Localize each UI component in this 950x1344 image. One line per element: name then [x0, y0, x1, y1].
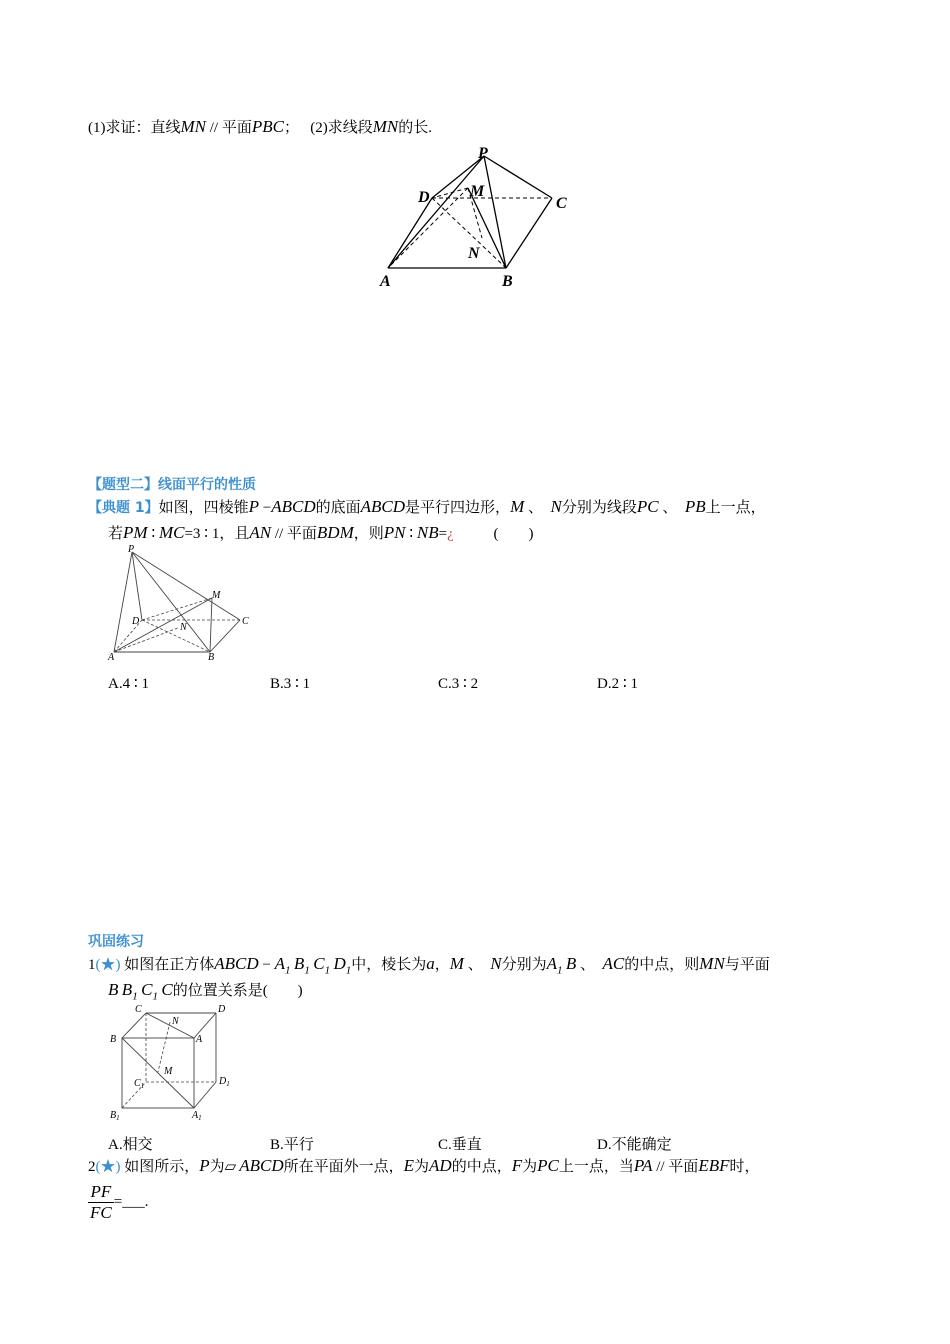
cube-label-d: D — [218, 1004, 226, 1015]
pyramid-figure — [370, 140, 590, 290]
fig2-label-m: M — [212, 590, 221, 601]
practice-2-line-1: 2(★) 如图所示，P为▱ ABCD所在平面外一点，E为AD的中点，F为PC上一点，当PA // 平面EBF时， — [88, 1156, 760, 1175]
pyramid-figure-2 — [104, 544, 264, 664]
label-b: B — [502, 273, 513, 290]
edge-ad — [388, 198, 432, 268]
label-c: C — [556, 195, 567, 212]
label-m: M — [470, 183, 485, 200]
option-b[interactable]: B.3 ∶ 1 — [270, 676, 311, 692]
practice-1-line-2: B $B_1$ $C_1$ C的位置关系是( ) — [108, 980, 303, 1003]
fraction-pf-fc: $\frac{PF}{FC}$ — [90, 1182, 112, 1222]
section-heading-practice: 巩固练习 — [88, 934, 144, 950]
p1-option-c[interactable]: C.垂直 — [438, 1137, 482, 1153]
fig2-label-a: A — [108, 652, 115, 663]
cube-label-c1: $C_1$ — [134, 1078, 145, 1090]
option-a[interactable]: A.4 ∶ 1 — [108, 676, 149, 692]
fig2-label-c: C — [242, 616, 249, 627]
p1-option-a[interactable]: A.相交 — [108, 1137, 153, 1153]
edge-pc — [484, 156, 552, 198]
fig2-label-b: B — [208, 652, 215, 663]
cube-label-a: A — [196, 1034, 203, 1045]
fig2-label-d: D — [132, 616, 140, 627]
cube-label-m: M — [164, 1066, 173, 1077]
edge-pb — [484, 156, 506, 268]
label-p: P — [478, 145, 488, 162]
option-c[interactable]: C.3 ∶ 2 — [438, 676, 479, 692]
cube-label-d1: $D_1$ — [219, 1076, 230, 1088]
cube-label-n: N — [172, 1016, 179, 1027]
practice-1-line-1: 1(★) 如图在正方体ABCD − $A_1$ $B_1$ $C_1$ $D_1$中，棱长为a，M 、 N分别为$A_1$ B 、 AC的中点，则MN与平面 — [88, 954, 770, 977]
cube-label-c: C — [135, 1004, 142, 1015]
example-line-2: 若PM ∶ MC=3 ∶ 1，且AN // 平面BDM，则PN ∶ NB=¿ ( ) — [108, 523, 534, 542]
example-tag: 【典题 1】 — [88, 500, 159, 516]
edge-bc — [506, 198, 552, 268]
cube-label-b: B — [110, 1034, 117, 1045]
p1-option-b[interactable]: B.平行 — [270, 1137, 314, 1153]
practice-2-line-2 — [88, 1182, 148, 1223]
fig2-label-p: P — [128, 544, 135, 555]
answer-blank[interactable]: =___. — [113, 1194, 149, 1210]
label-a: A — [380, 273, 391, 290]
label-d: D — [418, 189, 430, 206]
label-n: N — [468, 245, 480, 262]
example-line-1: 【典题 1】如图，四棱锥P −ABCD的底面ABCD是平行四边形，M 、 N分别为线段PC 、 PB上一点， — [88, 497, 766, 516]
option-d[interactable]: D.2 ∶ 1 — [597, 676, 638, 692]
question-line-1: (1)求证：直线MN // 平面PBC； (2)求线段MN的长. — [88, 117, 432, 136]
cube-figure — [104, 1000, 254, 1126]
cube-label-a1: $A_1$ — [192, 1110, 202, 1122]
section-heading-type2: 【题型二】线面平行的性质 — [88, 477, 256, 493]
p1-option-d[interactable]: D.不能确定 — [597, 1137, 672, 1153]
fig2-label-n: N — [180, 622, 187, 633]
cube-label-b1: $B_1$ — [110, 1110, 120, 1122]
